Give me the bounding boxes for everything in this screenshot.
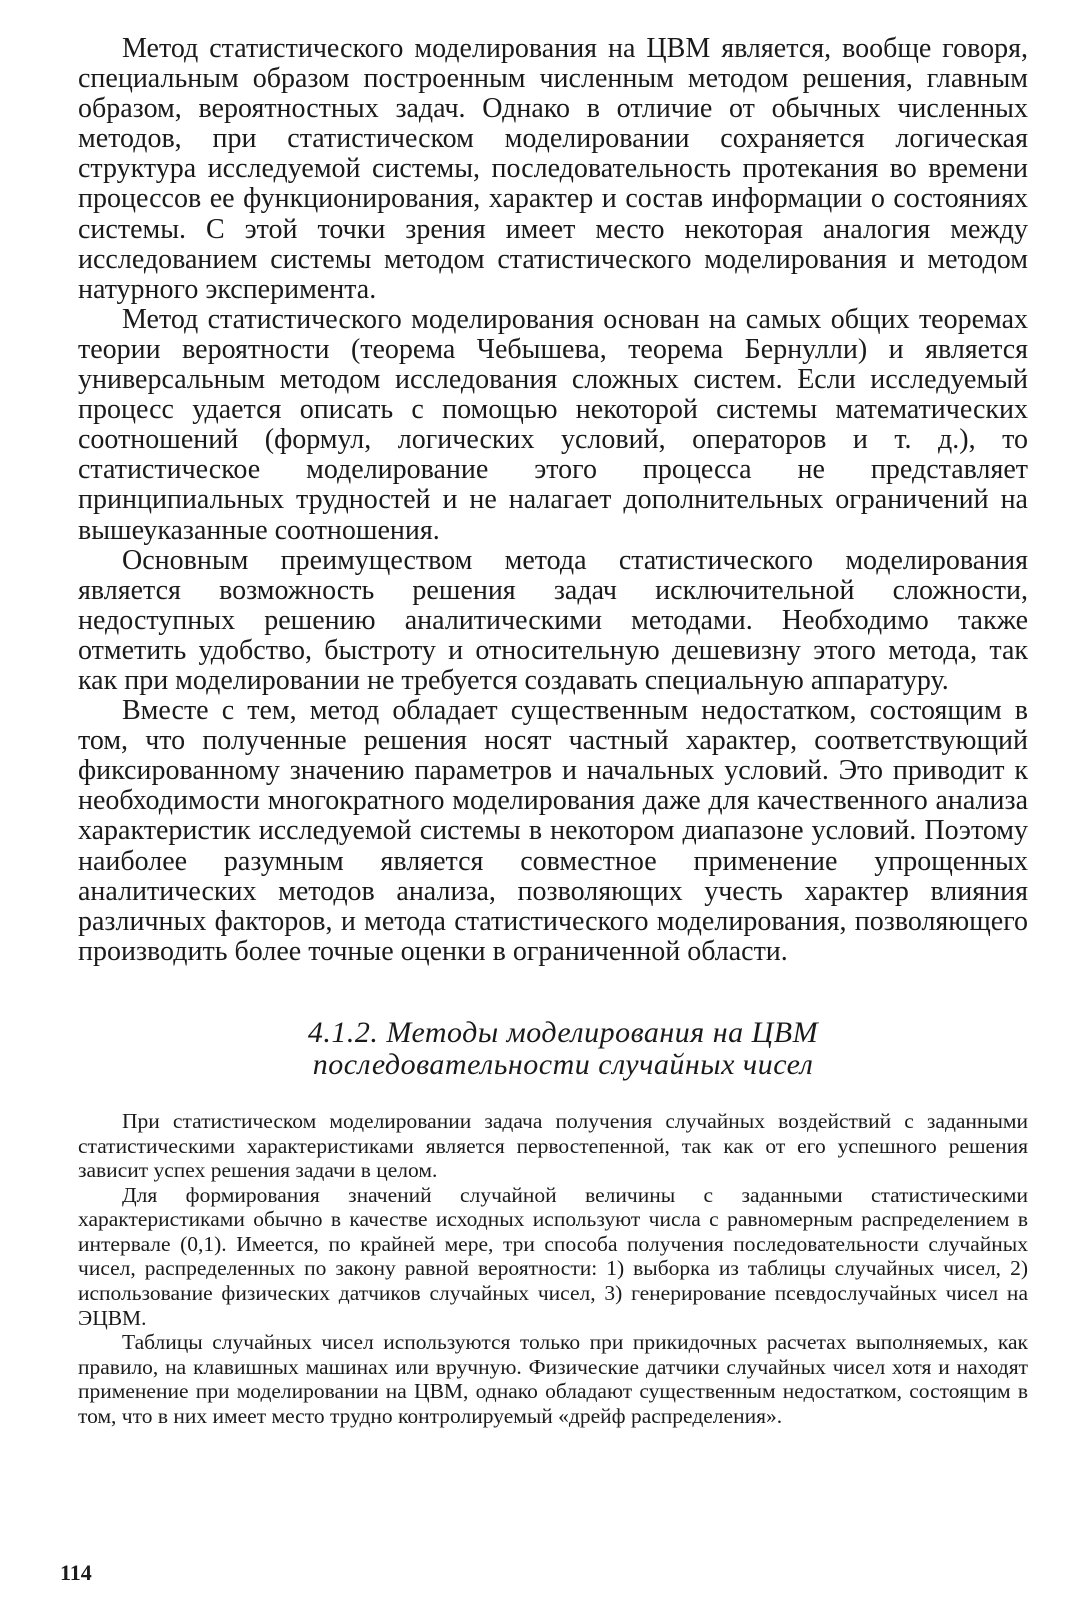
small-paragraph-1: При статистическом моделировании задача получения случайных воздействий с заданными статистическими характеристиками является первостепенной, так как от его успешного решения зависит успех решения задачи в целом. xyxy=(78,1108,1028,1183)
paragraph-3: Основным преимуществом метода статистического моделирования является возможность решения задач исключительной сложности, недоступных решению аналитическими методами. Необходимо также отметить удобство, быстроту и относительную дешевизну этого метода, так как при моделировании не требуется создавать специальную аппаратуру. xyxy=(78,544,1028,696)
paragraph-1: Метод статистического моделирования на ЦВМ является, вообще говоря, специальным образом построенным численным методом решения, главным образом, вероятностных задач. Однако в отличие от обычных численных методов, при статистическом моделировании сохраняется логическая структура исследуемой системы, последовательность протекания во времени процессов ее функционирования, характер и состав информации о состояниях системы. С этой точки зрения имеет место некоторая аналогия между исследованием системы методом статистического моделирования и методом натурного эксперимента. xyxy=(78,33,1028,305)
small-paragraph-2: Для формирования значений случайной величины с заданными статистическими характеристиками обычно в качестве исходных используют числа с равномерным распределением в интервале (0,1). Имеется, по крайней мере, три способа получения последовательности случайных чисел, распределенных по закону равной вероятности: 1) выборка из таблицы случайных чисел, 2) использование физических датчиков случайных чисел, 3) генерирование псевдослучайных чисел на ЭЦВМ. xyxy=(78,1182,1028,1330)
paragraph-2: Метод статистического моделирования основан на самых общих теоремах теории вероятности (теорема Чебышева, теорема Бернулли) и является универсальным методом исследования сложных систем. Если исследуемый процесс удается описать с помощью некоторой системы математических соотношений (формул, логических условий, операторов и т. д.), то статистическое моделирование этого процесса не представляет принципиальных трудностей и не налагает дополнительных ограничений на вышеуказанные соотношения. xyxy=(78,303,1028,546)
page-number: 114 xyxy=(60,1560,92,1585)
small-paragraph-3: Таблицы случайных чисел используются только при прикидочных расчетах выполняемых, как правило, на клавишных машинах или вручную. Физические датчики случайных чисел хотя и находят применение при моделировании на ЦВМ, однако обладают существенным недостатком, состоящим в том, что в них имеет место трудно контролируемый «дрейф распределения». xyxy=(78,1330,1028,1429)
paragraph-4: Вместе с тем, метод обладает существенным недостатком, состоящим в том, что полученные решения носят частный характер, соответствующий фиксированному значению параметров и начальных условий. Это приводит к необходимости многократного моделирования даже для качественного анализа характеристик исследуемой системы в некотором диапазоне условий. Поэтому наиболее разумным является совместное применение упрощенных аналитических методов анализа, позволяющих учесть характер влияния различных факторов, и метода статистического моделирования, позволяющего производить более точные оценки в ограниченной области. xyxy=(78,695,1028,967)
page-content xyxy=(78,34,1028,1429)
section-heading-line-2: последовательности случайных чисел xyxy=(312,1047,814,1081)
section-heading xyxy=(78,1017,1028,1081)
small-print-text xyxy=(78,1109,1028,1429)
main-text xyxy=(78,34,1028,967)
section-heading-line-1: 4.1.2. Методы моделирования на ЦВМ xyxy=(307,1015,819,1049)
